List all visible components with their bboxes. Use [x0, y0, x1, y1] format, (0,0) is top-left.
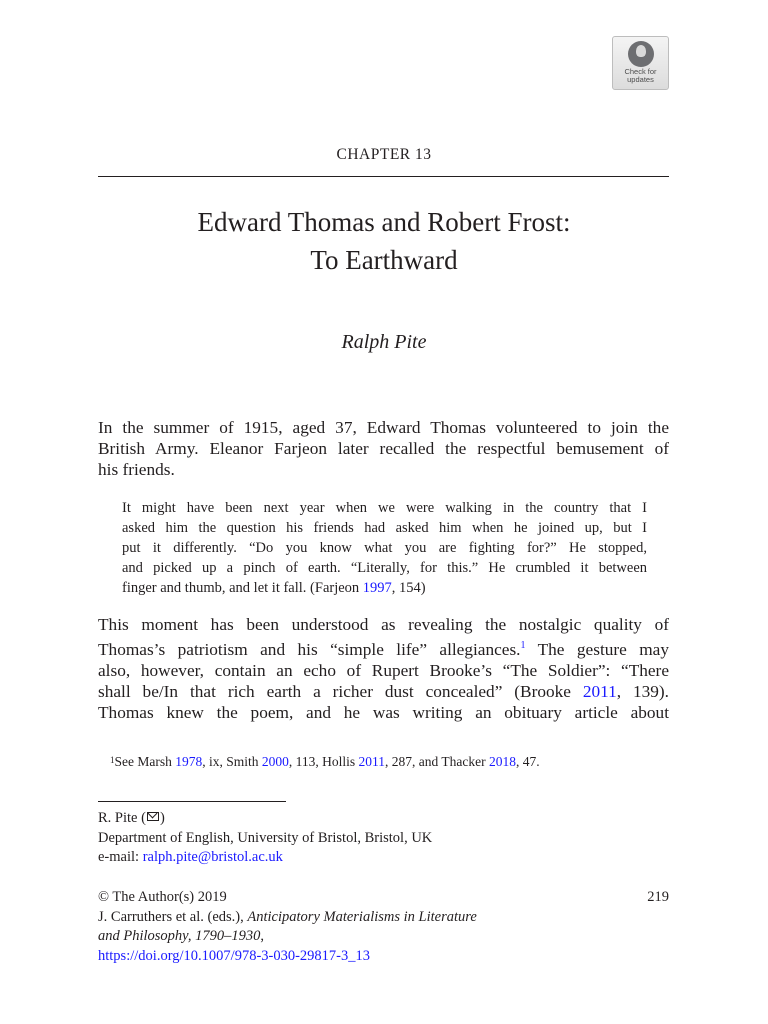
quote-line: [122, 578, 647, 598]
block-quote: [122, 498, 647, 598]
citation-text: J. Carruthers et al. (eds.),: [98, 908, 248, 925]
affiliation-department: Department of English, University of Bristol, Bristol, UK: [98, 829, 433, 846]
chapter-title: [0, 203, 768, 279]
footnote-divider: [98, 801, 286, 802]
copyright-block: [98, 888, 669, 966]
doi-line: [98, 947, 669, 967]
book-citation-line: [98, 927, 669, 947]
affil-text: R. Pite (: [98, 810, 146, 826]
text-span: shall be/In that rich earth a richer dust concealed” (Brooke: [98, 681, 583, 701]
citation-link-farjeon-1997[interactable]: 1997: [362, 580, 392, 596]
book-citation-line: [98, 908, 669, 928]
text-line: In the summer of 1915, aged 37, Edward Thomas volunteered to join the: [98, 418, 669, 437]
citation-link-marsh-1978[interactable]: 1978: [175, 754, 203, 769]
text-span: , 139).: [616, 681, 670, 701]
email-label: e-mail:: [98, 849, 143, 865]
footnote-text: , ix, Smith: [202, 754, 262, 769]
text-span: Thomas’s patriotism and his “simple life” allegiances.: [98, 639, 521, 659]
quote-line: It might have been next year when we were walking in the country that I: [122, 500, 647, 516]
affiliation-name: [98, 809, 432, 829]
citation-text: ,: [260, 928, 264, 944]
footnote-number: 1: [110, 755, 115, 765]
intro-paragraph: [98, 417, 669, 480]
footnote-text: , 287, and Thacker: [385, 754, 489, 769]
quote-text: finger and thumb, and let it fall. (Farjeon: [122, 580, 363, 596]
chapter-label: CHAPTER 13: [336, 146, 432, 163]
page-number: 219: [647, 889, 669, 905]
affil-text: ): [159, 810, 165, 826]
footnote-text: , 47.: [516, 754, 540, 769]
citation-link-thacker-2018[interactable]: 2018: [489, 754, 516, 769]
author-affiliation: [98, 809, 432, 868]
book-title: and Philosophy, 1790–1930: [98, 928, 261, 944]
footnote-text: See Marsh: [114, 754, 176, 769]
text-line: also, however, contain an echo of Rupert Brooke’s “The Soldier”: “There: [98, 660, 669, 680]
text-span: The gesture may: [525, 639, 669, 659]
badge-label: [613, 68, 668, 84]
check-for-updates-badge[interactable]: [612, 36, 669, 90]
text-line: [98, 681, 669, 702]
body-paragraph: [98, 614, 669, 723]
citation-link-smith-2000[interactable]: 2000: [261, 754, 289, 769]
affiliation-email-line: [98, 848, 432, 868]
quote-text: , 154): [391, 580, 426, 596]
copyright-line: © The Author(s) 2019: [98, 889, 227, 905]
author-name: Ralph Pite: [341, 331, 427, 353]
title-line-2: To Earthward: [310, 245, 458, 275]
quote-line: and picked up a pinch of earth. “Literally, for this.” He crumbled it between: [122, 560, 647, 576]
citation-link-hollis-2011[interactable]: 2011: [358, 754, 386, 769]
envelope-icon: [147, 812, 159, 821]
text-line: British Army. Eleanor Farjeon later recalled the respectful bemusement of: [98, 439, 669, 458]
footnote-text: , 113, Hollis: [288, 754, 359, 769]
text-line: his friends.: [98, 460, 175, 479]
book-title: Anticipatory Materialisms in Literature: [247, 908, 477, 925]
chapter-divider: [98, 176, 669, 177]
text-line: Thomas knew the poem, and he was writing an obituary article about: [98, 702, 669, 722]
crossmark-icon: [628, 41, 654, 67]
text-line: This moment has been understood as revealing the nostalgic quality of: [98, 615, 669, 634]
quote-line: put it differently. “Do you know what you are fighting for?” He stopped,: [122, 540, 647, 556]
footnote-ref-1[interactable]: 1: [520, 640, 526, 651]
title-line-1: Edward Thomas and Robert Frost:: [197, 207, 571, 237]
badge-line-2: updates: [627, 75, 654, 84]
doi-link[interactable]: https://doi.org/10.1007/978-3-030-29817-3_13: [98, 947, 371, 964]
text-line: [98, 635, 669, 660]
citation-link-brooke-2011[interactable]: 2011: [582, 681, 617, 701]
footnote: [98, 754, 540, 770]
quote-line: asked him the question his friends had asked him when he joined up, but I: [122, 520, 647, 536]
email-link[interactable]: ralph.pite@bristol.ac.uk: [142, 849, 283, 865]
badge-line-1: Check for: [624, 67, 657, 76]
